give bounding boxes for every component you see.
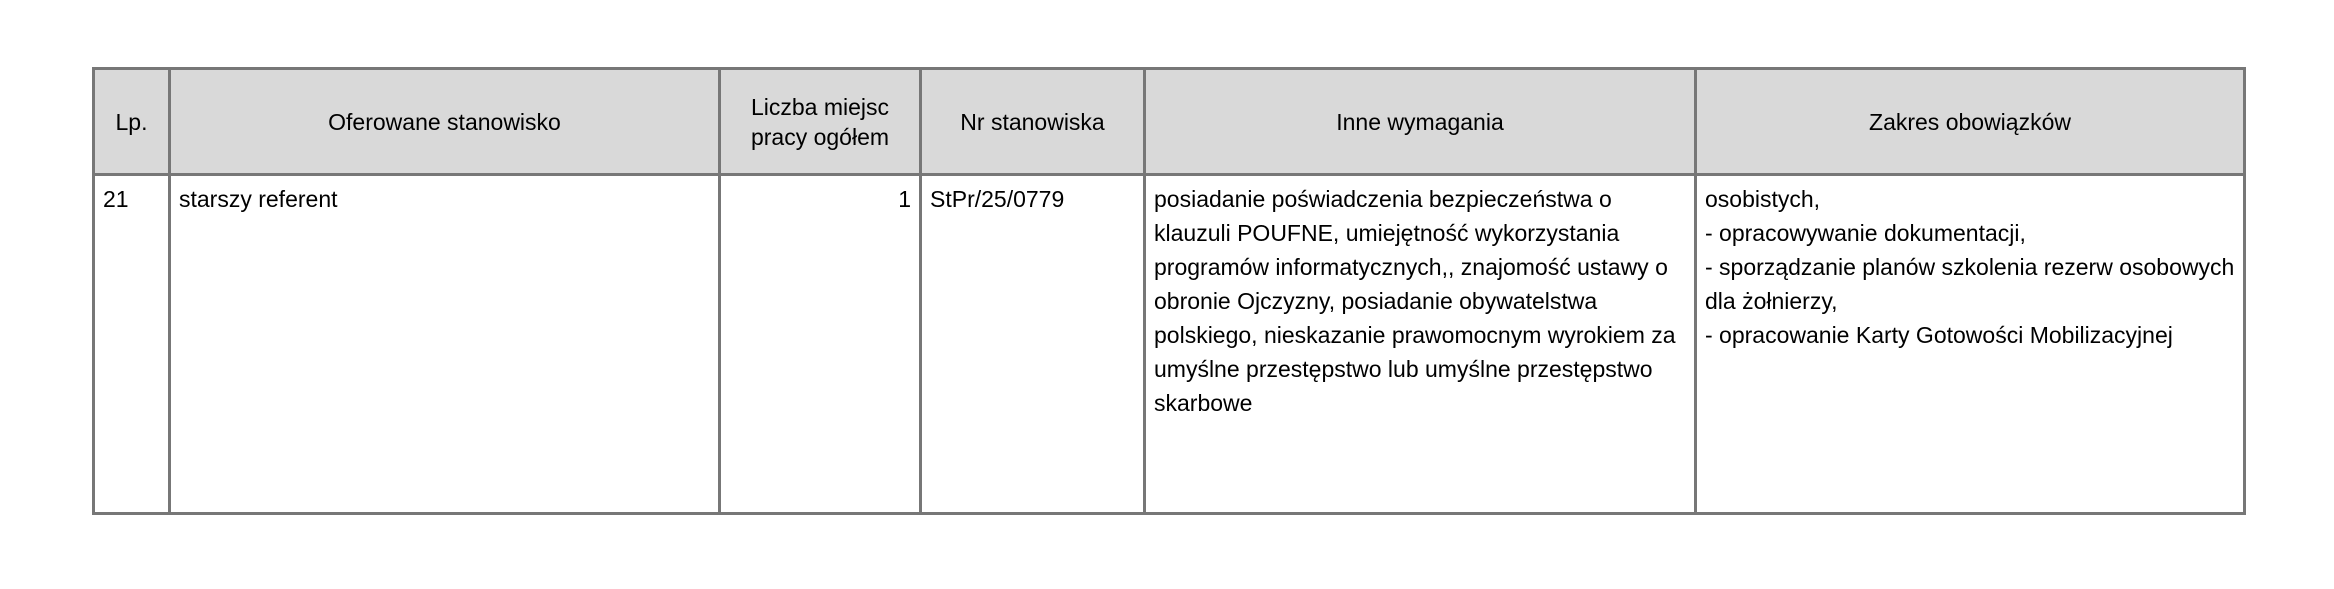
header-lp: Lp. [94, 69, 170, 175]
cell-requirements: posiadanie poświadczenia bezpieczeństwa o klauzuli POUFNE, umiejętność wykorzystania programów informatycznych,, znajomość ustawy o obronie Ojczyzny, posiadanie obywatelstwa polskiego, nieskazanie prawomocnym wyrokiem za umyślne przestępstwo lub umyślne przestępstwo skarbowe [1145, 175, 1696, 514]
table-body [94, 175, 2245, 514]
header-row [94, 69, 2245, 175]
cell-position: starszy referent [170, 175, 720, 514]
header-code: Nr stanowiska [921, 69, 1145, 175]
header-places-line2: pracy ogółem [750, 123, 890, 150]
header-places-line1: Liczba miejsc [750, 93, 890, 120]
cell-lp: 21 [94, 175, 170, 514]
header-position: Oferowane stanowisko [170, 69, 720, 175]
header-places [720, 69, 921, 175]
header-requirements: Inne wymagania [1145, 69, 1696, 175]
table-header [94, 69, 2245, 175]
table-row [94, 175, 2245, 514]
cell-duties: osobistych, - opracowywanie dokumentacji, - sporządzanie planów szkolenia rezerw osobowych dla żołnierzy, - opracowanie Karty Gotowości Mobilizacyjnej [1696, 175, 2245, 514]
job-offers-table [92, 67, 2246, 515]
cell-code: StPr/25/0779 [921, 175, 1145, 514]
header-duties: Zakres obowiązków [1696, 69, 2245, 175]
cell-places: 1 [720, 175, 921, 514]
